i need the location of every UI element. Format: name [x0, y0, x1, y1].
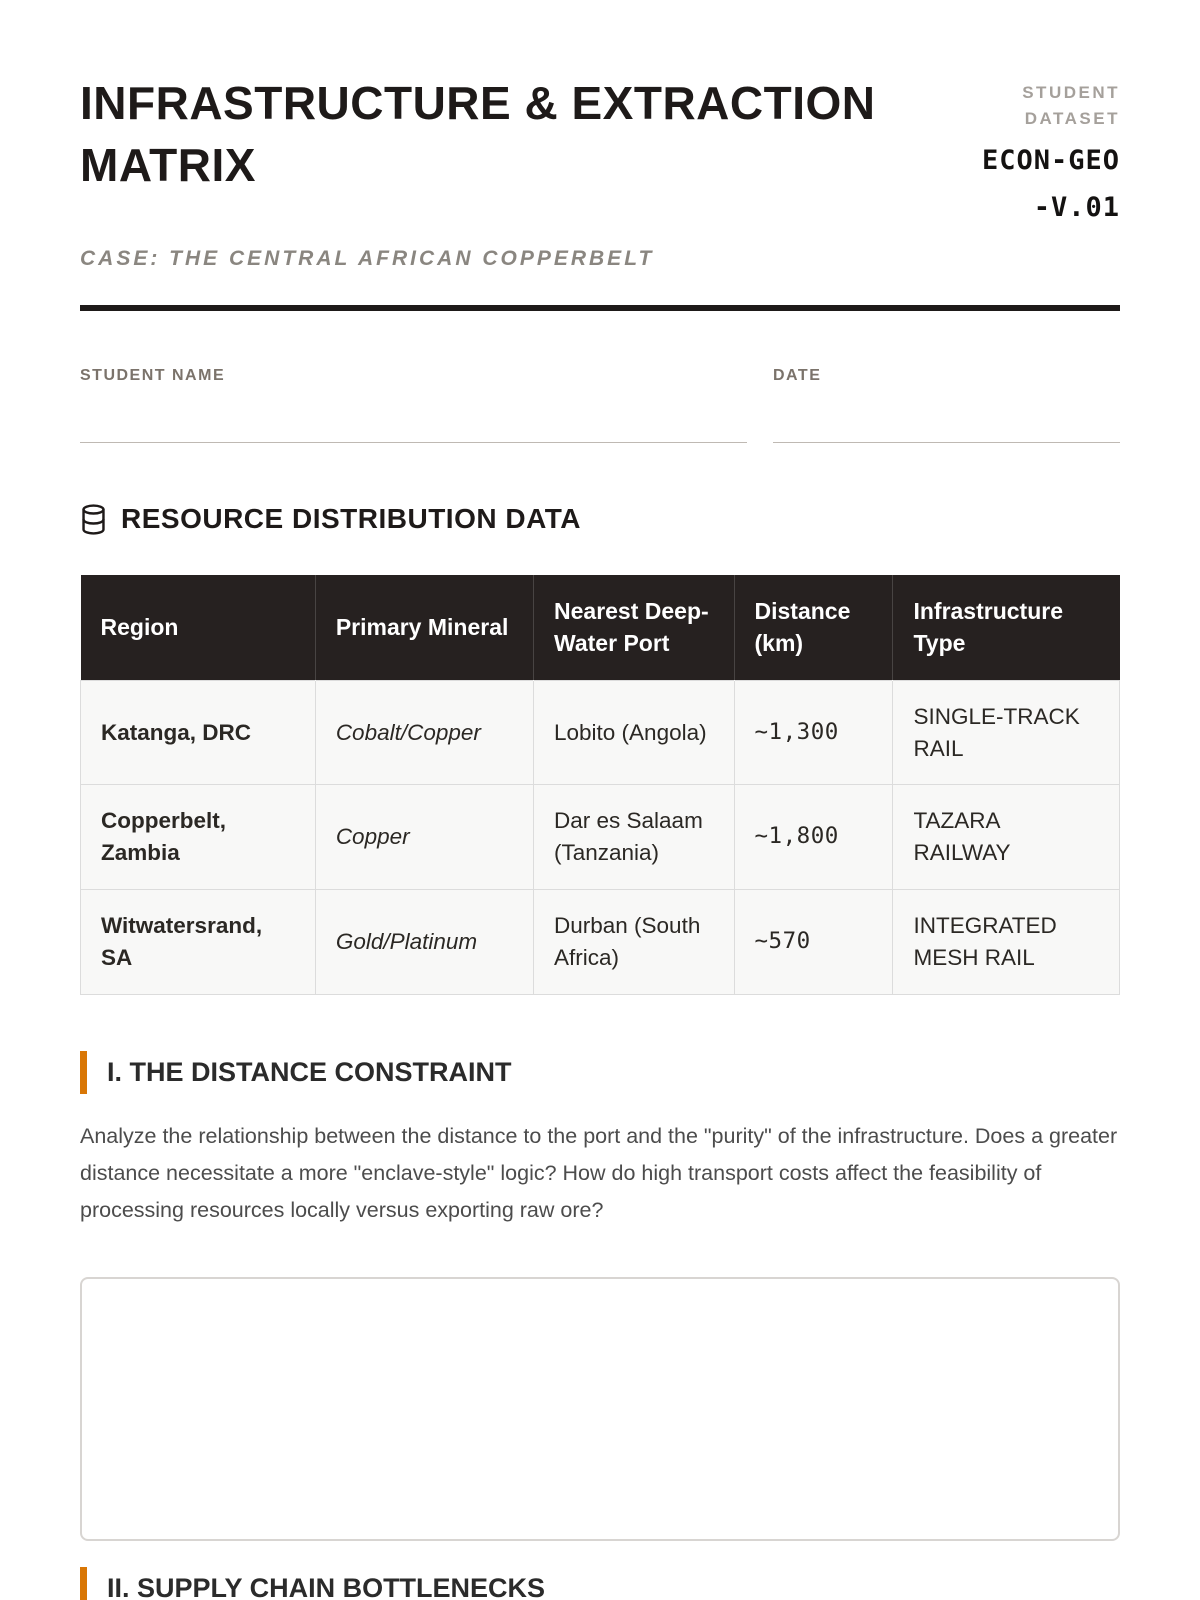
cell-port: Lobito (Angola) [534, 680, 735, 785]
column-header: Nearest Deep-Water Port [534, 575, 735, 680]
cell-distance: ~570 [734, 890, 893, 995]
cell-mineral: Copper [315, 785, 533, 890]
cell-mineral: Cobalt/Copper [315, 680, 533, 785]
cell-infrastructure: SINGLE-TRACK RAIL [893, 680, 1120, 785]
page-title: INFRASTRUCTURE & EXTRACTION MATRIX [80, 77, 876, 192]
column-header: Primary Mineral [315, 575, 533, 680]
cell-mineral: Gold/Platinum [315, 890, 533, 995]
header-meta [967, 72, 1120, 231]
header-divider [80, 305, 1120, 311]
cell-port: Dar es Salaam (Tanzania) [534, 785, 735, 890]
header-row [81, 575, 1120, 680]
cell-region: Witwatersrand, SA [81, 890, 316, 995]
cell-distance: ~1,800 [734, 785, 893, 890]
answer-textarea[interactable] [80, 1277, 1120, 1541]
section-1-title: I. THE DISTANCE CONSTRAINT [80, 1051, 1120, 1094]
table-row [81, 785, 1120, 890]
student-name-label: STUDENT NAME [80, 367, 226, 385]
table-row [81, 890, 1120, 995]
resource-data-section-header [80, 503, 1120, 535]
section-1-prompt: Analyze the relationship between the distance to the port and the "purity" of the infrastructure. Does a greater distance necessitate a more "enclave-style" logic? How do high transport costs affect the feasibility of processing resources locally versus exporting raw ore? [80, 1124, 1118, 1223]
student-name-field [80, 367, 747, 443]
case-subtitle: CASE: THE CENTRAL AFRICAN COPPERBELT [80, 247, 655, 271]
date-input[interactable] [773, 395, 1120, 443]
resource-data-title: RESOURCE DISTRIBUTION DATA [121, 503, 581, 535]
dataset-label: STUDENT DATASET [1022, 83, 1120, 129]
cell-region: Copperbelt, Zambia [81, 785, 316, 890]
header [80, 72, 1120, 231]
resource-table-body [81, 680, 1120, 995]
resource-table [80, 575, 1120, 995]
cell-infrastructure: INTEGRATED MESH RAIL [893, 890, 1120, 995]
resource-table-head [81, 575, 1120, 680]
column-header: Infrastructure Type [893, 575, 1120, 680]
section-2-title: II. SUPPLY CHAIN BOTTLENECKS [80, 1567, 1120, 1600]
fill-in-fields [80, 367, 1120, 443]
column-header: Distance (km) [734, 575, 893, 680]
database-icon [80, 504, 107, 535]
date-label: DATE [773, 367, 822, 385]
table-row [81, 680, 1120, 785]
date-field [773, 367, 1120, 443]
cell-distance: ~1,300 [734, 680, 893, 785]
dataset-code: ECON-GEO-V.01 [981, 144, 1120, 223]
student-name-input[interactable] [80, 395, 747, 443]
column-header: Region [81, 575, 316, 680]
cell-port: Durban (South Africa) [534, 890, 735, 995]
cell-infrastructure: TAZARA RAILWAY [893, 785, 1120, 890]
cell-region: Katanga, DRC [81, 680, 316, 785]
